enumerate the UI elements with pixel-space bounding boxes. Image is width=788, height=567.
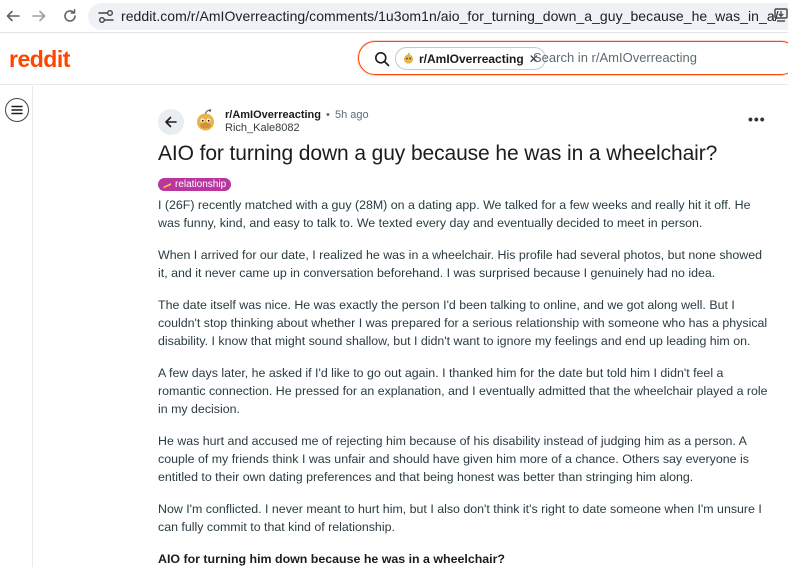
subreddit-search-chip[interactable]: [395, 47, 546, 70]
search-input[interactable]: [533, 50, 783, 65]
reddit-logo[interactable]: reddit: [9, 46, 70, 72]
url-path: /r/AmIOverreacting/comments/1u3om1n/aio_for_turning_down_a_guy_because_he_was_in_a/: [186, 8, 779, 24]
reload-icon[interactable]: [61, 7, 79, 25]
close-icon[interactable]: ✕: [528, 51, 539, 66]
url-domain: reddit.com: [121, 8, 187, 24]
search-icon: [374, 51, 390, 67]
post-paragraph: A few days later, he asked if I'd like to go out again. I thanked him for the date but told him I didn't feel a romantic connection. He pressed for an explanation, and I eventually admitted that the wheelchair played a role in my decision.: [158, 366, 768, 416]
flair-label: relationship: [175, 179, 227, 190]
post-paragraph: When I arrived for our date, I realized he was in a wheelchair. His profile had several photos, but none showed it, and it never came up in conversation beforehand. I was surprised because I genuinely had no idea.: [158, 248, 763, 280]
site-header: [0, 33, 788, 85]
chip-label: r/AmIOverreacting: [419, 51, 524, 66]
arrow-left-icon: [164, 115, 178, 129]
address-bar[interactable]: [88, 3, 788, 30]
forward-arrow-icon[interactable]: [30, 7, 48, 25]
closing-question: AIO for turning him down because he was in a wheelchair?: [158, 552, 505, 566]
subreddit-name[interactable]: r/AmIOverreacting: [225, 109, 321, 121]
subreddit-avatar-icon: [403, 53, 414, 64]
post-author[interactable]: Rich_Kale8082: [225, 122, 300, 134]
subreddit-avatar[interactable]: [195, 108, 216, 132]
meta-separator: •: [326, 109, 330, 121]
post-title: AIO for turning down a guy because he was in a wheelchair?: [158, 142, 718, 165]
site-settings-icon[interactable]: [98, 9, 114, 24]
back-button[interactable]: [158, 109, 184, 135]
post-flair[interactable]: [158, 178, 231, 191]
post-paragraph: The date itself was nice. He was exactly the person I'd been talking to online, and we got along well. But I couldn't stop thinking about whether I was prepared for a serious relationship with someone who has a physical disability. I know that might sound shallow, but I didn't want to ignore my feelings and end up leading him on.: [158, 298, 768, 348]
install-app-icon[interactable]: [774, 7, 788, 23]
post-paragraph: I (26F) recently matched with a guy (28M) on a dating app. We talked for a few weeks and really hit it off. He was funny, kind, and easy to talk to. We texted every day and eventually decided to meet in person.: [158, 198, 751, 230]
search-bar[interactable]: [358, 41, 788, 75]
post-paragraph: He was hurt and accused me of rejecting him because of his disability instead of judging him as a person. A couple of my friends think I was unfair and should have given him more of a chance. Others say everyone is entitled to their own dating preferences and that being honest was better than stringing him along.: [158, 434, 749, 484]
left-sidebar: [0, 86, 33, 567]
url-text: [121, 8, 779, 24]
back-arrow-icon[interactable]: [4, 7, 22, 25]
browser-toolbar: [0, 0, 788, 33]
more-options-icon[interactable]: •••: [748, 111, 766, 127]
post-meta: [225, 109, 369, 121]
flair-emoji-icon: [162, 181, 172, 189]
post-paragraph: Now I'm conflicted. I never meant to hurt him, but I also don't think it's right to date someone when I'm unsure I can fully commit to that kind of relationship.: [158, 502, 762, 534]
post-time: 5h ago: [334, 109, 369, 121]
menu-icon[interactable]: [5, 98, 29, 122]
post-body: [158, 196, 773, 567]
